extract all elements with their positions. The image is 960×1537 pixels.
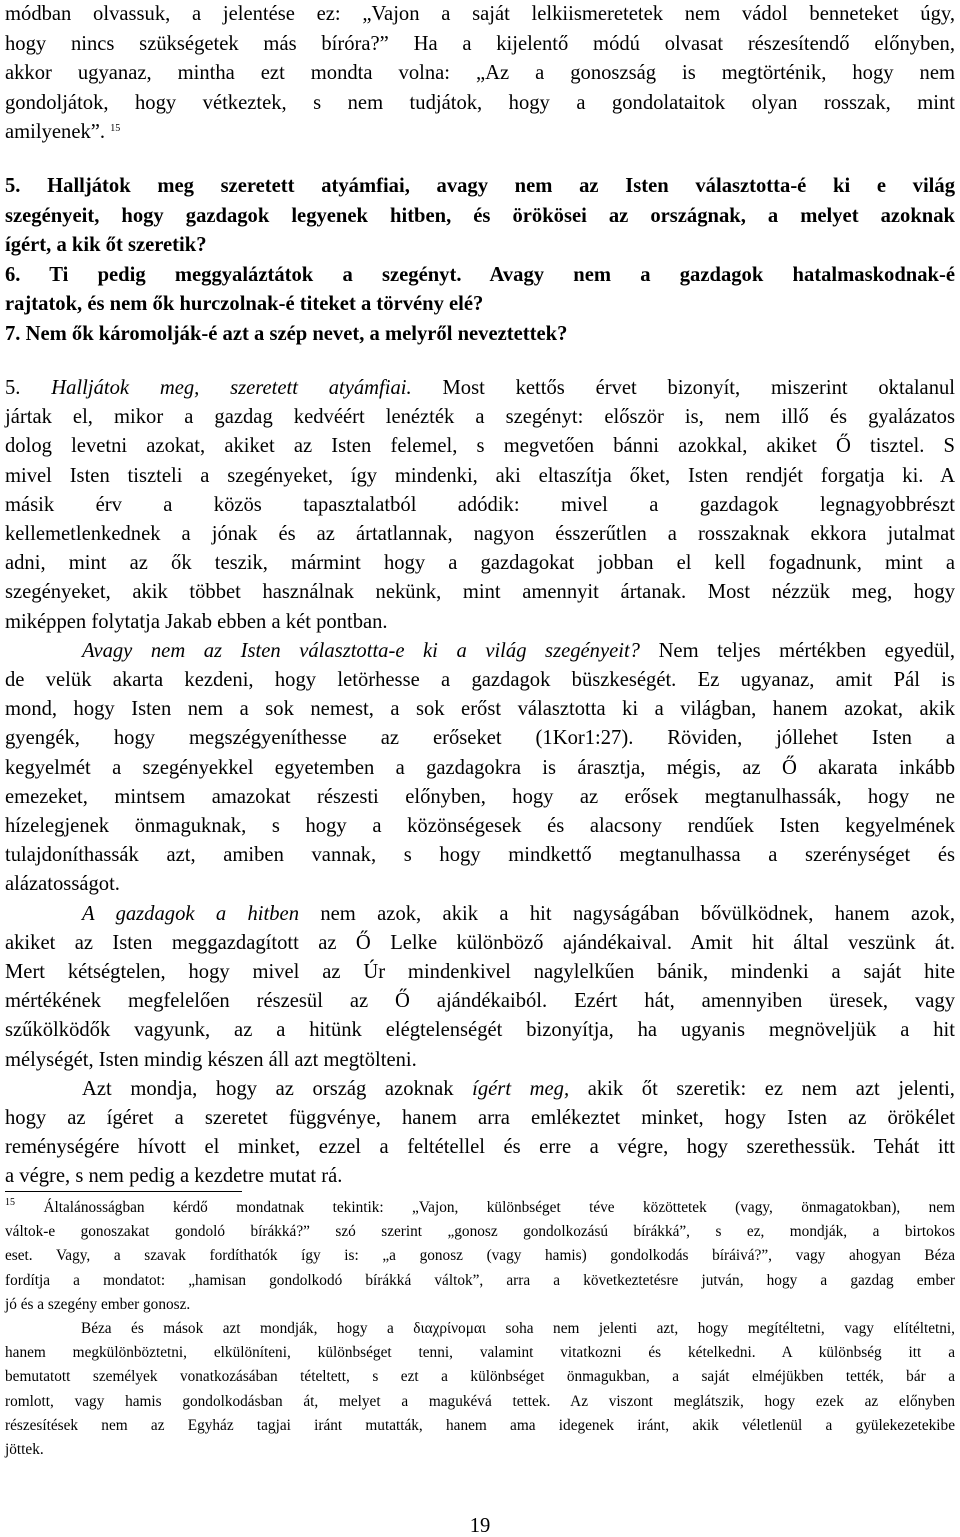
text-line: [5, 1075, 955, 1104]
text-line: [5, 118, 955, 148]
text-line: [5, 374, 955, 403]
footnote-number: 15: [5, 1197, 15, 1208]
text-line: miképpen folytatja Jakab ebben a két pontban.: [5, 610, 388, 633]
text-line-content: nem azok, akik a hit nagyságában bővülködnek, hanem azok,: [320, 902, 955, 925]
text-line: gyengék, hogy megszégyeníthesse az erőseket (1Kor1:27). Röviden, jóllehet Isten a: [5, 727, 955, 750]
footnote-reference: 15: [110, 123, 121, 134]
text-line: gondoljátok, hogy vétkeztek, s nem tudjátok, hogy a gondolataitok olyan rosszak, mint: [5, 91, 955, 114]
footnote-line: jó és a szegény ember gonosz.: [5, 1295, 191, 1313]
text-line: akiket az Isten meggazdagított az Ő Lelke különböző ajándékaival. Amit hit által veszünk át.: [5, 931, 955, 954]
text-line: [5, 637, 955, 666]
text-line: akkor ugyanaz, mintha ezt mondta volna: „Az a gonoszság is megtörténik, hogy nem: [5, 62, 955, 84]
lemma: A gazdagok a hitben: [82, 902, 299, 925]
text-line: emezeket, mintsem amazokat részesti előnyben, hogy az erősek megtanulhassák, hogy ne: [5, 785, 955, 808]
footnote-line-content: Általánosságban kérdő mondatnak tekintik: „Vajon, különbséget téve közöttetek (vagy, önmagatokban), nem: [43, 1199, 955, 1216]
page-number: 19: [469, 1515, 491, 1537]
footnote-line: váltok-e gonoszakat gondoló bírákká?” szó szerint „gonosz gondolkozású bírákká”, s ez, mondják, a birtokos: [5, 1223, 955, 1241]
text-line: kellemetlenkednek a jónak és az ártatlannak, nagyon ésszerűtlen a rosszaknak ekkora jutalmat: [5, 523, 955, 546]
verse-line: ígért, a kik őt szeretik?: [5, 234, 207, 256]
text-line: szűkölködők vagyunk, az a hitünk elégtelenségét bizonyítja, ha ugyanis megnöveljük a hit: [5, 1019, 955, 1042]
verse-line: 6. Ti pedig meggyaláztátok a szegényt. Avagy nem a gazdagok hatalmaskodnak-é: [5, 263, 955, 286]
text-line: szegényeket, akik többet használnak nekünk, mint amennyit ártanak. Most nézzük meg, hogy: [5, 581, 955, 604]
verse-line: 5. Halljátok meg szeretett atyámfiai, avagy nem az Isten választotta-é ki e világ: [5, 175, 955, 197]
text-line-content: Azt mondja, hogy az ország azoknak: [82, 1077, 454, 1100]
text-line: hogy az ígéret a szeretet függvénye, hanem arra emlékeztet minket, hogy Isten az örökélet: [5, 1107, 955, 1130]
text-line: kegyelmét a szegényekkel egyetemben a gazdagokra is árasztja, mégis, az Ő akarata inkább: [5, 756, 955, 779]
footnote-paragraph: [5, 1196, 955, 1317]
commentary-paragraph: [5, 1075, 955, 1192]
lemma: Halljátok meg, szeretett atyámfiai.: [51, 377, 412, 399]
text-line: a végre, s nem pedig a kezdetre mutat rá.: [5, 1165, 343, 1188]
footnote-line: részesítések nem az Egyház tagjai iránt mutatták, hanem ama idegenek iránt, akik véletlenül a gyülekezetekibe: [5, 1416, 955, 1434]
text-line: dolog levetni azokat, akiket az Isten felemel, s megvetően bánni azokkal, akiket Ő tisztel. S: [5, 435, 955, 458]
text-line: mértékének megfelelően részesül az Ő ajándékaiból. Ezért hát, amennyiben üresek, vagy: [5, 990, 955, 1013]
commentary-paragraph: [5, 637, 955, 900]
text-line: mivel Isten tiszteli a szegényeket, így mindenki, aki eltaszítja őket, Isten rendjét forgatja ki. A: [5, 464, 955, 487]
footnote-line: romlott, vagy hamis gondolkodásban át, melyet a magukévá tettek. Az viszont meglátszik, hogy ezek az előnyben: [5, 1392, 955, 1410]
footnote: [5, 1196, 955, 1462]
verse-number: 5.: [5, 377, 21, 399]
text-line-content: Nem teljes mértékben egyedül,: [658, 639, 955, 662]
text-line: alázatosságot.: [5, 873, 120, 896]
text-line: adni, mint az ők teszik, mármint hogy a gazdagokat jobban el kell fogadnunk, mint a: [5, 552, 955, 575]
commentary-paragraph: [5, 374, 955, 637]
text-line: hogy nincs szükségetek más bíróra?” Ha a kijelentő módú olvasat részesítendő előnyben,: [5, 32, 955, 55]
verse-line: szegényeit, hogy gazdagok legyenek hitben, és örökösei az országnak, a melyet azoknak: [5, 204, 955, 227]
text-line: de velük akarta kezdeni, hogy letörhesse a gazdagok büszkeségét. Ez ugyanaz, amit Pál is: [5, 669, 955, 692]
footnote-line: [5, 1196, 955, 1220]
text-line: mélységét, Isten mindig készen áll azt megtölteni.: [5, 1048, 417, 1071]
text-line: Mert kétségtelen, hogy mivel az Úr mindenkivel nagylelkűen bánik, mindenki a saját hite: [5, 961, 955, 984]
text-line: tulajdoníthassák azt, amiben vannak, s hogy mindkettő megtanulhassa a szerénységet és: [5, 844, 955, 867]
scripture-verses: [5, 172, 955, 349]
text-line: módban olvassuk, a jelentése ez: „Vajon a saját lelkiismeretetek nem vádol benneteket úgy,: [5, 3, 955, 25]
footnote-line-content: soha nem jelenti azt, hogy megítéltetni, vagy elítéltetni,: [505, 1320, 956, 1338]
text-line: mond, hogy Isten nem a sok nemest, a sok erőst választotta ki a világban, hanem azokat, akik: [5, 698, 955, 721]
text-line: másik érv a közös tapasztalatból adódik: mivel a gazdagok legnagyobbrészt: [5, 493, 955, 516]
opening-paragraph: [5, 0, 955, 148]
verse-line: 7. Nem ők káromolják-é azt a szép nevet, a melyről neveztettek?: [5, 322, 568, 345]
verse-line: rajtatok, és nem ők hurczolnak-é titeket a törvény elé?: [5, 293, 484, 315]
footnote-paragraph: [5, 1317, 955, 1462]
text-line: jártak el, mikor a gazdag kedvéért lenézték a szegényt: először is, nem illő és gyalázatos: [5, 406, 955, 429]
footnote-line: eset. Vagy, a szavak fordíthatók így is: „a gonosz (vagy hamis) gondolkodás bíráivá?”, vagy ahogyan Béza: [5, 1247, 955, 1265]
lemma: ígért meg,: [472, 1077, 570, 1100]
text-line-content: amilyenek”.: [5, 121, 106, 143]
text-line-content: Most kettős érvet bizonyít, miszerint oktalanul: [442, 377, 956, 399]
footnote-line-content: Béza és mások azt mondják, hogy a: [81, 1320, 394, 1338]
footnote-line: bemutatott személyek vonatkozásában tételtett, s ezt a különbséget önmagukban, a saját elméjükben tették, bár a: [5, 1368, 955, 1386]
greek-word: διαχρίνομαι: [413, 1320, 487, 1338]
footnote-line: jöttek.: [5, 1441, 44, 1459]
text-line-content: akik őt szeretik: ez nem azt jelenti,: [587, 1077, 955, 1100]
text-line: reménységére hívott el minket, ezzel a feltétellel és erre a végre, hogy szerethessük. Tehát itt: [5, 1136, 955, 1159]
text-line: hízelegjenek önmaguknak, s hogy a közönségesek és alacsony rendűek Isten kegyelmének: [5, 815, 955, 838]
footnote-line: hanem megkülönböztetni, elkülöníteni, különbséget tenni, valamint vitatkozni és kételkedni. A különbség itt a: [5, 1344, 955, 1362]
footnote-line: fordítja a mondatot: „hamisan gondolkodó bírákká váltok”, arra a következtetésre jutván, hogy a gazdag ember: [5, 1271, 955, 1289]
lemma: Avagy nem az Isten választotta-e ki a világ szegényeit?: [82, 639, 640, 662]
footnote-separator: [5, 1191, 242, 1192]
text-line: [5, 900, 955, 929]
commentary: [5, 374, 955, 1192]
footnote-line: [5, 1317, 955, 1341]
commentary-paragraph: [5, 900, 955, 1075]
